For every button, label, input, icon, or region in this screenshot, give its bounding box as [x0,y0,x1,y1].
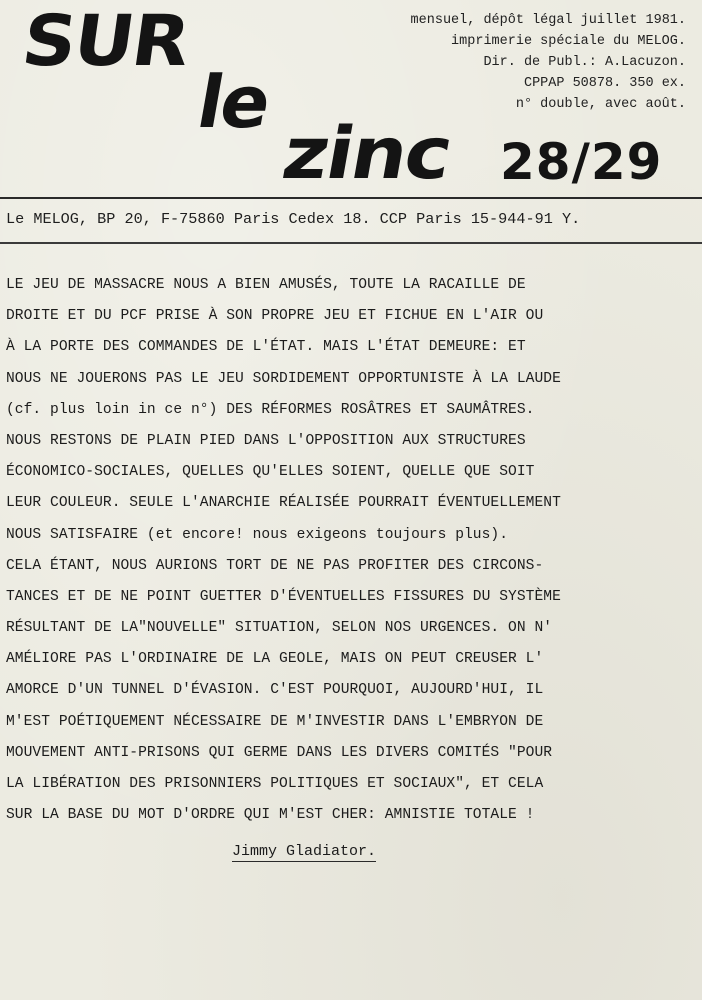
author-signature: Jimmy Gladiator. [232,843,377,860]
article-line: NOUS NE JOUERONS PAS LE JEU SORDIDEMENT OPPORTUNISTE À LA LAUDE [6,370,561,387]
publication-info [246,10,686,115]
info-line: CPPAP 50878. 350 ex. [523,76,686,91]
info-line: n° double, avec août. [515,97,686,112]
article-line: DROITE ET DU PCF PRISE À SON PROPRE JEU ET FICHUE EN L'AIR OU [6,308,544,325]
article-body [6,270,696,831]
article-line: RÉSULTANT DE LA"NOUVELLE" SITUATION, SELON NOS URGENCES. ON N' [6,620,553,637]
publisher-address: Le MELOG, BP 20, F-75860 Paris Cedex 18. CCP Paris 15-944-91 Y. [6,210,581,228]
article-line: LEUR COULEUR. SEULE L'ANARCHIE RÉALISÉE POURRAIT ÉVENTUELLEMENT [6,495,561,512]
masthead-logo-sur: SUR [17,0,194,82]
article-line: ÉCONOMICO-SOCIALES, QUELLES QU'ELLES SOIENT, QUELLE QUE SOIT [6,464,535,481]
article-line: LE JEU DE MASSACRE NOUS A BIEN AMUSÉS, TOUTE LA RACAILLE DE [6,277,526,293]
article-line: AMÉLIORE PAS L'ORDINAIRE DE LA GEOLE, MAIS ON PEUT CREUSER L' [6,651,544,668]
info-line: mensuel, dépôt légal juillet 1981. [410,13,686,28]
article-line: CELA ÉTANT, NOUS AURIONS TORT DE NE PAS PROFITER DES CIRCONS- [6,557,544,574]
article-line: NOUS SATISFAIRE (et encore! nous exigeons toujours plus). [6,526,509,543]
article-line: SUR LA BASE DU MOT D'ORDRE QUI M'EST CHER: AMNISTIE TOTALE ! [6,807,535,824]
article-line: LA LIBÉRATION DES PRISONNIERS POLITIQUES ET SOCIAUX", ET CELA [6,776,544,792]
info-line: imprimerie spéciale du MELOG. [451,34,686,49]
article-line: MOUVEMENT ANTI-PRISONS QUI GERME DANS LES DIVERS COMITÉS "POUR [6,744,553,761]
masthead-logo-zinc: zinc [276,112,457,196]
article-line: NOUS RESTONS DE PLAIN PIED DANS L'OPPOSITION AUX STRUCTURES [6,432,526,449]
masthead-logo-le: le [191,60,276,144]
article-line: M'EST POÉTIQUEMENT NÉCESSAIRE DE M'INVESTIR DANS L'EMBRYON DE [6,713,544,730]
article-line: À LA PORTE DES COMMANDES DE L'ÉTAT. MAIS L'ÉTAT DEMEURE: ET [6,339,526,356]
address-divider [0,242,702,244]
info-line: Dir. de Publ.: A.Lacuzon. [483,55,686,70]
article-line: TANCES ET DE NE POINT GUETTER D'ÉVENTUELLES FISSURES DU SYSTÈME [6,588,561,605]
header-divider [0,197,702,199]
article-line: AMORCE D'UN TUNNEL D'ÉVASION. C'EST POURQUOI, AUJOURD'HUI, IL [6,682,544,699]
article-line: (cf. plus loin in ce n°) DES RÉFORMES ROSÂTRES ET SAUMÂTRES. [6,401,535,418]
issue-number: 28/29 [500,133,663,191]
